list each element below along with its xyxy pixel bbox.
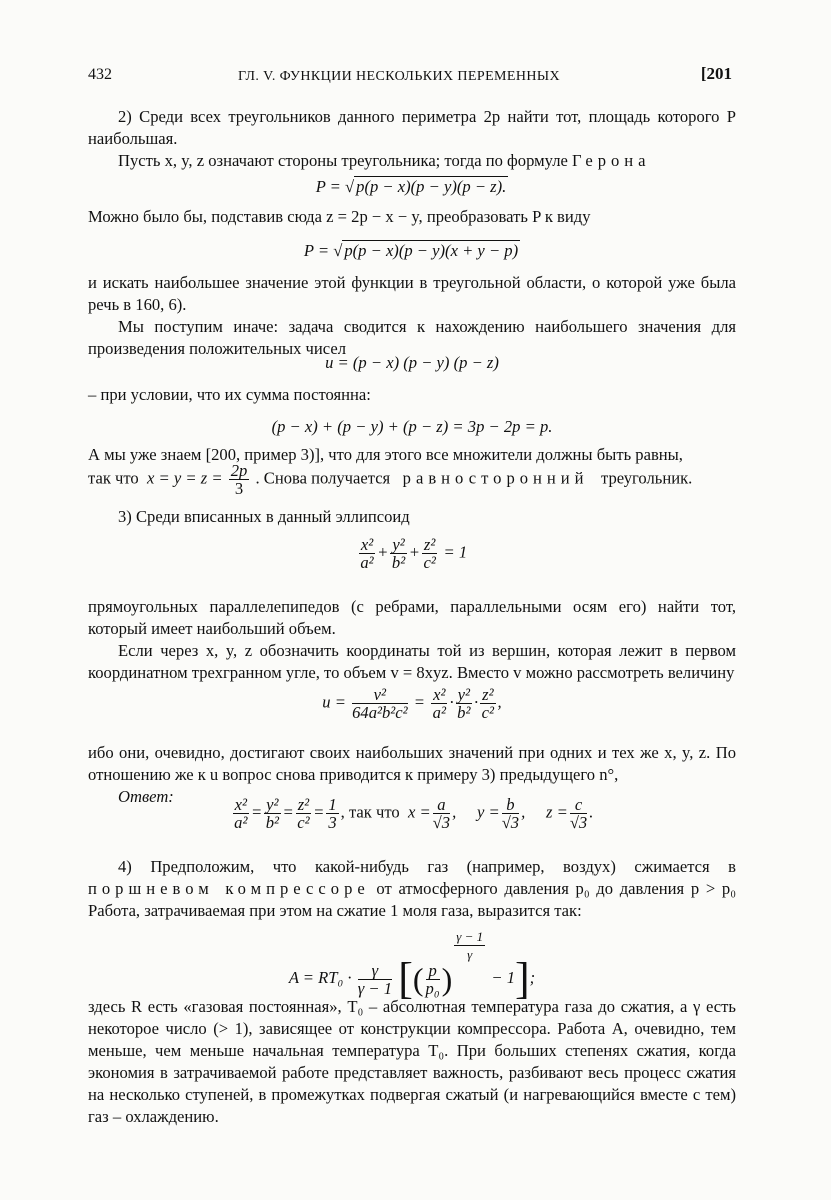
running-header	[88, 60, 736, 84]
paragraph: Можно было бы, подставив сюда z = 2p − x − y, преобразовать P к виду	[88, 207, 591, 226]
chapter-title: ГЛ. V. ФУНКЦИИ НЕСКОЛЬКИХ ПЕРЕМЕННЫХ	[238, 69, 560, 84]
formula-ellipsoid: $\frac{\text{x²}}{\text{a²}}$ + $\frac{\text{y²}}{\text{b²}}$ + $\frac{\text{z²}}{\text{c²}}$ = 1	[360, 535, 468, 572]
paragraph: и искать наибольшее значение этой функции в треугольной области, о которой уже была речь в 160, 6).	[88, 273, 736, 314]
page-number: 432	[88, 66, 112, 83]
formula-p-substituted: P = √ p(p − x)(p − y)(x + y − p)	[303, 241, 519, 260]
section-number: [201	[700, 64, 732, 83]
paragraph: здесь R есть «газовая постоянная», T₀ – абсолютная температура газа до сжатия, а γ есть некоторое число (> 1), зависящее от конструкции компрессора. Работа A, очевидно, тем меньше, чем меньше начальная температура T₀. При больших степенях сжатия, когда экономия в затрачиваемой работе представляет важность, разбивают весь процесс сжатия на несколько ступеней, в промежутках подвергая сжатый (и нагревающийся вместе с тем) газ – охлаждению.	[88, 997, 736, 1126]
formula-u-ratio: u = $\frac{\text{v²}}{\text{64a²b²c²}}$ = $\frac{\text{x²}}{\text{a²}}$ · $\frac{\text{y²}}{\text{b²}}$ · $\frac{\text{z²}}{\text{c²}}$ ,	[322, 685, 502, 722]
paragraph: – при условии, что их сумма постоянна:	[88, 385, 371, 404]
formula-answer: $\frac{\text{x²}}{\text{a²}}$ = $\frac{\text{y²}}{\text{b²}}$ = $\frac{\text{z²}}{\text{c²}}$ = $\frac{1}{3}$ , так что x = $\frac{a}{√3}$ , y = $\frac{b}{√3}$ , z = $\frac{c}{√3}$ .	[234, 795, 594, 832]
formula-work: A = RT₀ · $\frac{\gamma}{\gamma - 1}$ [( $\frac{p}{\text{p₀}}$ ) $\frac{\gamma - 1}{\gamma}$ − 1];	[288, 929, 536, 1004]
paragraph: Пусть x, y, z означают стороны треугольника; тогда по формуле Герона	[118, 151, 651, 170]
paragraph-line: так что x = y = z = $\frac{2p}{3}$ . Снова получается равносторонний треугольник.	[88, 461, 693, 498]
paragraph: А мы уже знаем [200, пример 3)], что для этого все множители должны быть равны,	[88, 445, 683, 464]
paragraph: 2) Среди всех треугольников данного периметра 2p найти тот, площадь которого P наибольшая.	[88, 107, 736, 148]
paragraph: 4) Предположим, что какой-нибудь газ (например, воздух) сжимается в поршневом компрессоре от атмосферного давления p₀ до давления p > p₀ Работа, затрачиваемая при этом на сжатие 1 моля газа, выразится так:	[88, 857, 736, 920]
paragraph: прямоугольных параллелепипедов (с ребрами, параллельными осям его) найти тот, который имеет наибольший объем.	[88, 597, 736, 638]
paragraph: Если через x, y, z обозначить координаты той из вершин, которая лежит в первом координатном трехгранном угле, то объем v = 8xyz. Вместо v можно рассмотреть величину	[88, 641, 736, 682]
formula-sum: (p − x) + (p − y) + (p − z) = 3p − 2p = p.	[271, 417, 553, 436]
formula-heron: P = √ p(p − x)(p − y)(p − z).	[315, 177, 507, 196]
paragraph: ибо они, очевидно, достигают своих наибольших значений при одних и тех же x, y, z. По отношению же к u вопрос снова приводится к примеру 3) предыдущего n°,	[88, 743, 736, 784]
answer-label: Ответ:	[118, 787, 174, 806]
formula-u: u = (p − x) (p − y) (p − z)	[325, 353, 499, 372]
paragraph: Мы поступим иначе: задача сводится к нахождению наибольшего значения для произведения положительных чисел	[88, 317, 736, 358]
paragraph: 3) Среди вписанных в данный эллипсоид	[118, 507, 410, 526]
